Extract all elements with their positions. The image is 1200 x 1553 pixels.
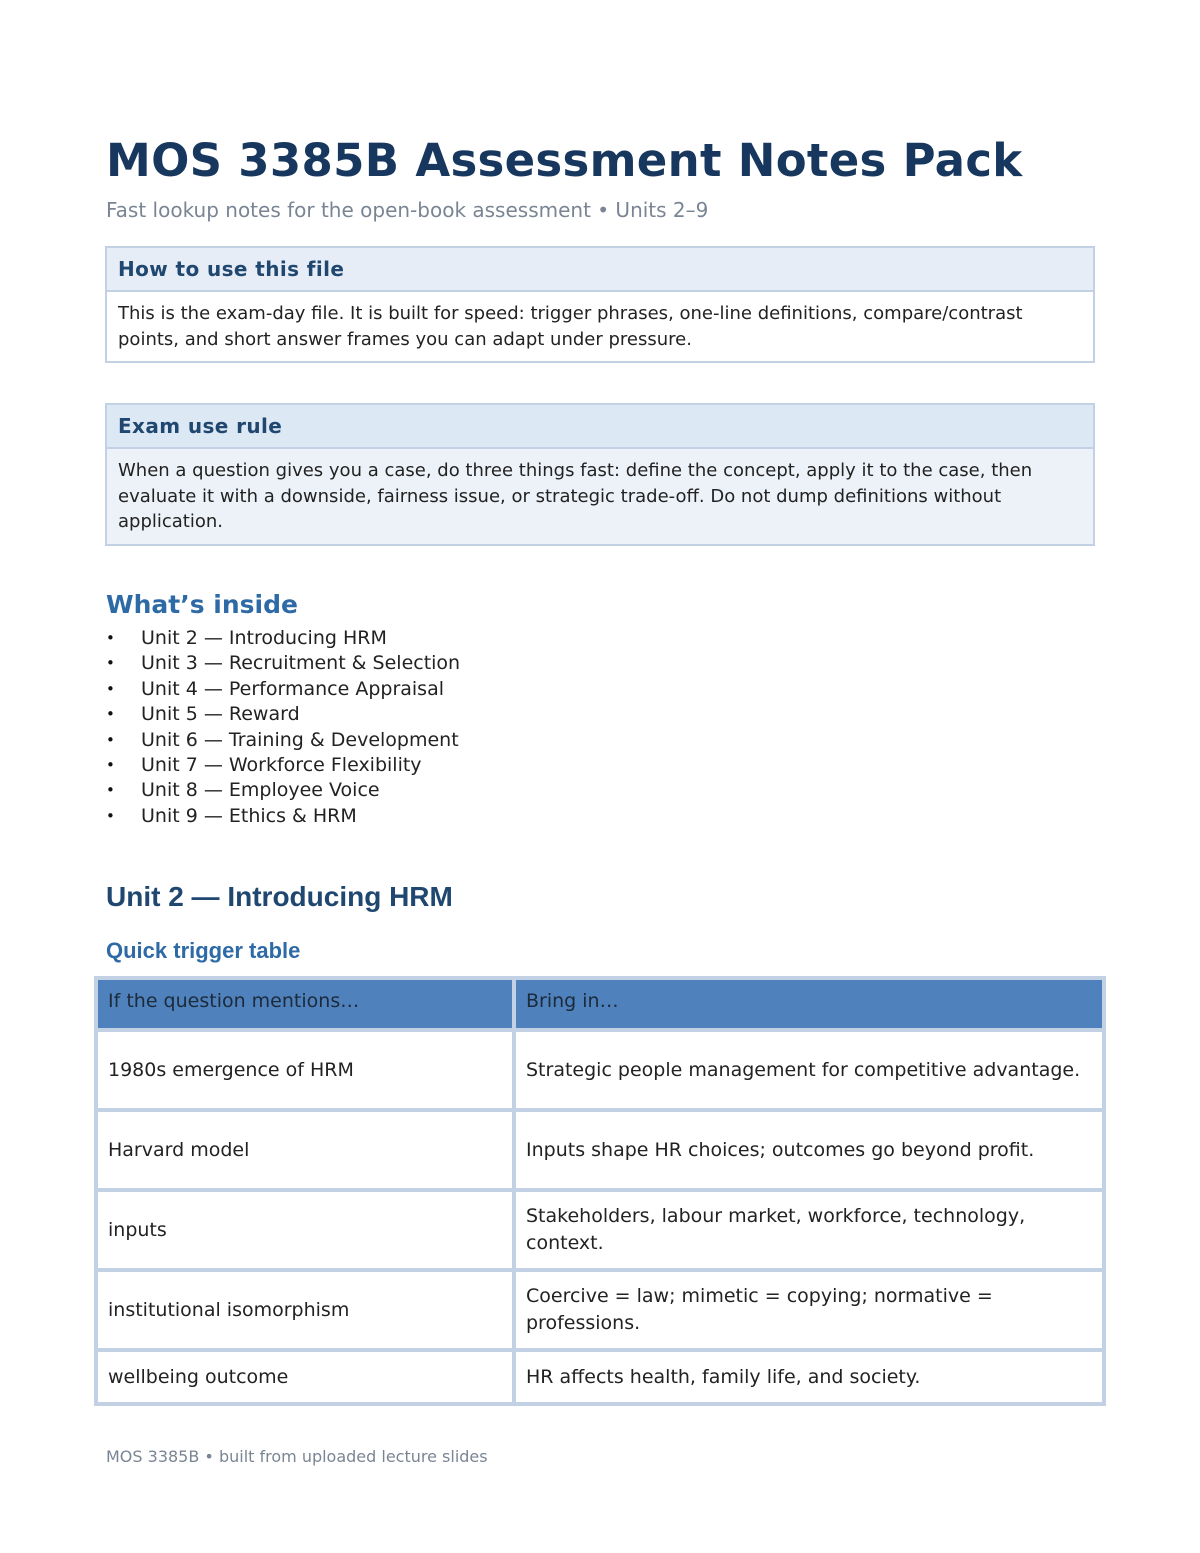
callout-heading: Exam use rule bbox=[107, 405, 1093, 449]
list-item bbox=[106, 753, 460, 778]
list-item bbox=[106, 728, 460, 753]
list-item-label: Unit 6 — Training & Development bbox=[141, 728, 459, 751]
list-item bbox=[106, 651, 460, 676]
contents-list bbox=[106, 626, 460, 829]
table-cell: 1980s emergence of HRM bbox=[96, 1030, 514, 1110]
bullet-icon: • bbox=[106, 755, 115, 774]
bullet-icon: • bbox=[106, 705, 115, 724]
list-item bbox=[106, 778, 460, 803]
column-header: Bring in… bbox=[514, 978, 1104, 1030]
table-cell: Inputs shape HR choices; outcomes go beyond profit. bbox=[514, 1110, 1104, 1190]
bullet-icon: • bbox=[106, 730, 115, 749]
bullet-icon: • bbox=[106, 654, 115, 673]
bullet-icon: • bbox=[106, 806, 115, 825]
list-item-label: Unit 9 — Ethics & HRM bbox=[141, 804, 357, 827]
callout-exam-use-rule bbox=[105, 403, 1095, 546]
table-row bbox=[96, 1190, 1104, 1270]
trigger-table bbox=[94, 976, 1106, 1406]
table-cell: Stakeholders, labour market, workforce, technology, context. bbox=[514, 1190, 1104, 1270]
callout-how-to-use bbox=[105, 246, 1095, 363]
list-item-label: Unit 2 — Introducing HRM bbox=[141, 627, 387, 649]
bullet-icon: • bbox=[106, 629, 115, 647]
list-item bbox=[106, 677, 460, 702]
column-header: If the question mentions… bbox=[96, 978, 514, 1030]
list-item-label: Unit 3 — Recruitment & Selection bbox=[141, 652, 461, 675]
callout-heading: How to use this file bbox=[107, 248, 1093, 292]
table-row bbox=[96, 1110, 1104, 1190]
list-item-label: Unit 4 — Performance Appraisal bbox=[141, 677, 444, 700]
trigger-table-heading: Quick trigger table bbox=[106, 938, 301, 963]
table-cell: institutional isomorphism bbox=[96, 1270, 514, 1350]
list-item-label: Unit 5 — Reward bbox=[141, 703, 300, 726]
table-cell: Coercive = law; mimetic = copying; normative = professions. bbox=[514, 1270, 1104, 1350]
table-row bbox=[96, 1270, 1104, 1350]
table-cell: inputs bbox=[96, 1190, 514, 1270]
table-header-row bbox=[96, 978, 1104, 1030]
callout-body: When a question gives you a case, do three things fast: define the concept, apply it to the case, then evaluate it with a downside, fairness issue, or strategic trade-off. Do not dump definitions without application. bbox=[107, 449, 1093, 544]
unit-2-heading: Unit 2 — Introducing HRM bbox=[106, 881, 453, 912]
list-item bbox=[106, 804, 460, 829]
table-cell: wellbeing outcome bbox=[96, 1350, 514, 1404]
bullet-icon: • bbox=[106, 781, 115, 800]
document-title: MOS 3385B Assessment Notes Pack bbox=[106, 134, 1023, 187]
page-footer: MOS 3385B • built from uploaded lecture slides bbox=[106, 1447, 488, 1466]
list-item bbox=[106, 702, 460, 727]
table-cell: HR affects health, family life, and society. bbox=[514, 1350, 1104, 1404]
table-row bbox=[96, 1350, 1104, 1404]
whats-inside-heading: What’s inside bbox=[106, 590, 298, 619]
list-item bbox=[106, 626, 460, 651]
list-item-label: Unit 8 — Employee Voice bbox=[141, 779, 380, 802]
table-cell: Strategic people management for competitive advantage. bbox=[514, 1030, 1104, 1110]
document-subtitle: Fast lookup notes for the open-book assessment • Units 2–9 bbox=[106, 198, 709, 222]
bullet-icon: • bbox=[106, 679, 115, 698]
callout-body: This is the exam-day file. It is built for speed: trigger phrases, one-line definitions, compare/contrast points, and short answer frames you can adapt under pressure. bbox=[107, 292, 1093, 361]
table-row bbox=[96, 1030, 1104, 1110]
table-cell: Harvard model bbox=[96, 1110, 514, 1190]
list-item-label: Unit 7 — Workforce Flexibility bbox=[141, 753, 422, 776]
